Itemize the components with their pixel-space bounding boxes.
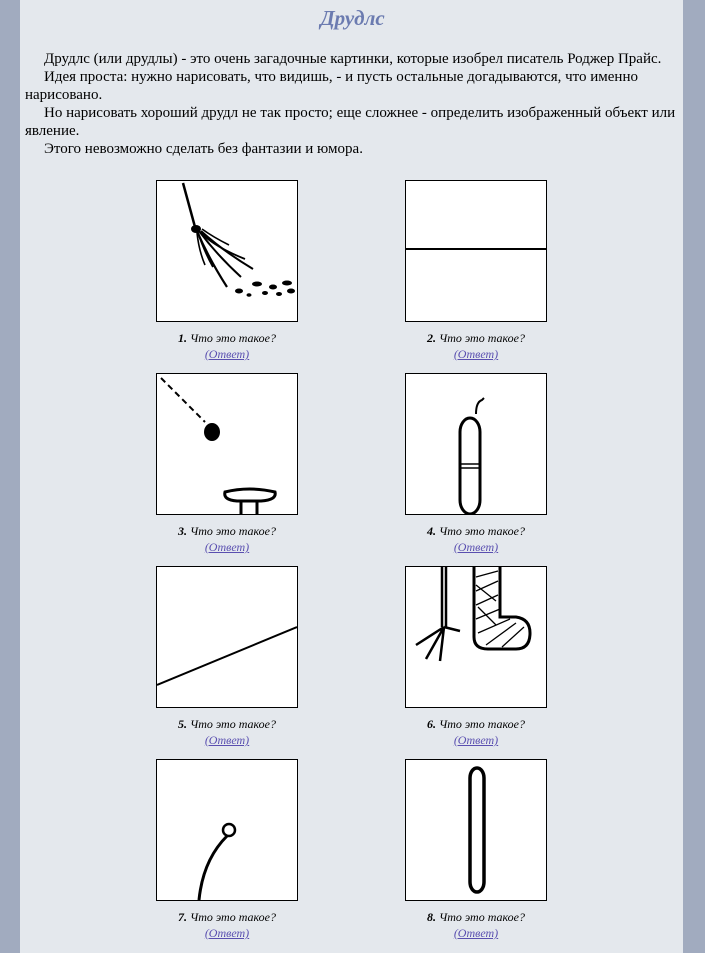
droodle-number: 6.: [426, 717, 436, 731]
droodle-image-frame: [156, 180, 298, 322]
droodle-caption: [107, 716, 347, 732]
droodle-number: 3.: [177, 524, 187, 538]
droodle-question: Что это такое?: [438, 717, 526, 731]
stem-with-ring-drawing: [157, 760, 297, 900]
left-side-bar: [0, 0, 20, 953]
falling-ball-mushroom-drawing: [157, 374, 297, 514]
diagonal-line-drawing: [157, 567, 297, 707]
droodle-question: Что это такое?: [189, 331, 277, 345]
right-scrollbar-track[interactable]: [683, 0, 705, 953]
intro-paragraph: Друдлс (или друдлы) - это очень загадочные картинки, которые изобрел писатель Роджер Прайс.: [44, 51, 662, 67]
droodle-image-frame: [405, 373, 547, 515]
droodle-item-2: [356, 180, 596, 362]
page-title: Друдлс: [320, 6, 385, 30]
droodle-number: 1.: [177, 331, 187, 345]
droodle-caption: [356, 909, 596, 925]
droodle-caption: [107, 330, 347, 346]
droodle-question: Что это такое?: [438, 331, 526, 345]
page-content: [25, 0, 680, 940]
droodle-number: 7.: [177, 910, 187, 924]
droodle-image-frame: [405, 566, 547, 708]
droodle-question: Что это такое?: [189, 524, 277, 538]
bird-leg-and-cast-drawing: [406, 567, 546, 707]
droodle-item-7: [107, 759, 347, 941]
answer-link[interactable]: (Ответ): [453, 926, 499, 940]
droodle-caption: [356, 523, 596, 539]
droodle-image-frame: [156, 566, 298, 708]
intro-paragraph: Идея проста: нужно нарисовать, что видишь, - и пусть остальные догадываются, что именно нарисовано.: [25, 69, 638, 103]
droodle-question: Что это такое?: [438, 910, 526, 924]
answer-link[interactable]: (Ответ): [204, 540, 250, 554]
droodle-item-1: [107, 180, 347, 362]
droodle-question: Что это такое?: [189, 910, 277, 924]
droodle-question: Что это такое?: [189, 717, 277, 731]
droodle-image-frame: [405, 180, 547, 322]
droodle-item-3: [107, 373, 347, 555]
answer-link[interactable]: (Ответ): [453, 540, 499, 554]
answer-link[interactable]: (Ответ): [204, 733, 250, 747]
droodle-number: 8.: [426, 910, 436, 924]
droodle-number: 5.: [177, 717, 187, 731]
answer-link[interactable]: (Ответ): [204, 926, 250, 940]
vertical-capsule-drawing: [406, 760, 546, 900]
droodle-caption: [356, 716, 596, 732]
answer-link[interactable]: (Ответ): [204, 347, 250, 361]
droodle-image-frame: [405, 759, 547, 901]
intro-paragraph: Этого невозможно сделать без фантазии и юмора.: [44, 141, 363, 157]
droodle-number: 2.: [426, 331, 436, 345]
droodle-number: 4.: [426, 524, 436, 538]
answer-link[interactable]: (Ответ): [453, 733, 499, 747]
droodle-item-5: [107, 566, 347, 748]
droodle-caption: [107, 523, 347, 539]
candle-drawing: [406, 374, 546, 514]
intro-text: [25, 50, 680, 158]
droodle-question: Что это такое?: [438, 524, 526, 538]
answer-link[interactable]: (Ответ): [453, 347, 499, 361]
horizontal-line-drawing: [406, 181, 546, 321]
droodle-caption: [356, 330, 596, 346]
intro-paragraph: Но нарисовать хороший друдл не так просто; еще сложнее - определить изображенный объект или явление.: [25, 105, 676, 139]
droodle-item-6: [356, 566, 596, 748]
droodle-item-8: [356, 759, 596, 941]
droodle-item-4: [356, 373, 596, 555]
droodle-image-frame: [156, 373, 298, 515]
droodle-image-frame: [156, 759, 298, 901]
broom-dust-drawing: [157, 181, 297, 321]
droodle-caption: [107, 909, 347, 925]
